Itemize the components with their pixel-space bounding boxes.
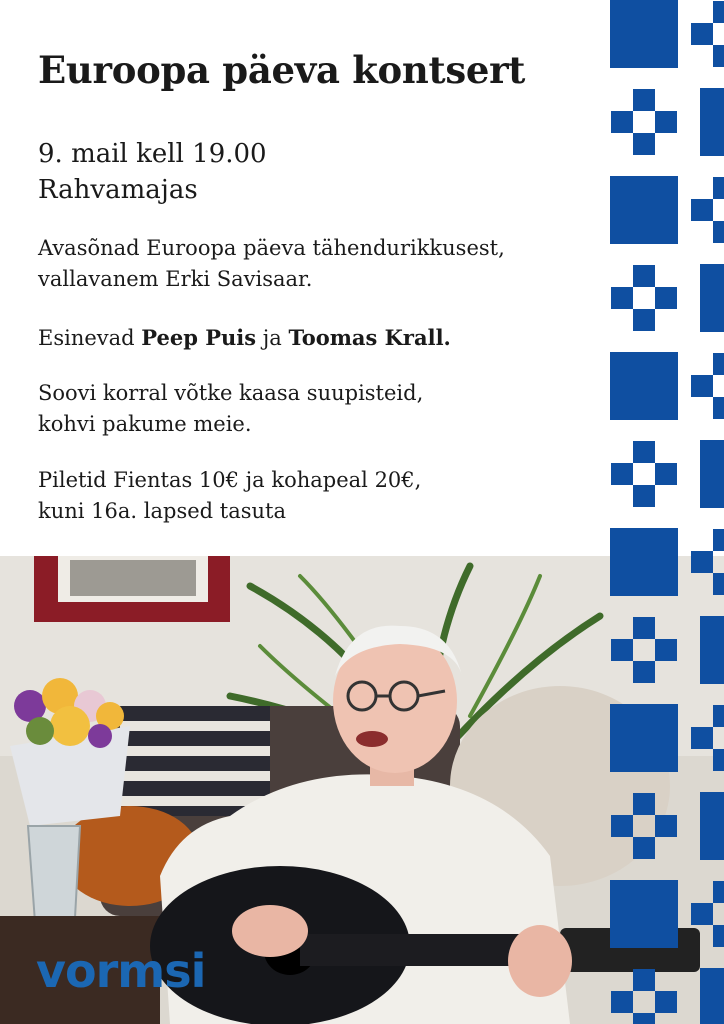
pattern-square bbox=[610, 352, 678, 420]
pattern-edge-cross-bottom bbox=[713, 45, 724, 67]
performers bbox=[38, 322, 451, 354]
event-venue: Rahvamajas bbox=[38, 175, 198, 205]
snacks-line-2: kohvi pakume meie. bbox=[38, 412, 252, 436]
pattern-cross-bottom bbox=[633, 485, 655, 507]
pattern-cross-right bbox=[655, 287, 677, 309]
pattern-cross-right bbox=[655, 463, 677, 485]
snacks-note bbox=[38, 378, 423, 440]
pattern-edge-cross-bottom bbox=[713, 397, 724, 419]
pattern-edge-bar bbox=[700, 264, 724, 332]
pattern-edge-cross-left bbox=[691, 199, 713, 221]
pattern-edge-cross-top bbox=[713, 353, 724, 375]
pattern-cross-right bbox=[655, 111, 677, 133]
pattern-edge-cross-bottom bbox=[713, 221, 724, 243]
pattern-edge-bar bbox=[700, 440, 724, 508]
pattern-cross-bottom bbox=[633, 133, 655, 155]
pattern-cross-bottom bbox=[633, 309, 655, 331]
opening-line-2: vallavanem Erki Savisaar. bbox=[38, 267, 313, 291]
pattern-cross-left bbox=[611, 463, 633, 485]
performers-prefix: Esinevad bbox=[38, 326, 142, 350]
performer-2: Toomas Krall. bbox=[288, 325, 451, 350]
performer-1: Peep Puis bbox=[141, 325, 257, 350]
pattern-square bbox=[610, 176, 678, 244]
pattern-cross-top bbox=[633, 441, 655, 463]
opening-line-1: Avasõnad Euroopa päeva tähendurikkusest, bbox=[38, 236, 505, 260]
pattern-edge-bar bbox=[700, 88, 724, 156]
pattern-cross-top bbox=[633, 89, 655, 111]
event-when-where bbox=[38, 136, 267, 208]
snacks-line-1: Soovi korral võtke kaasa suupisteid, bbox=[38, 381, 424, 405]
pattern-edge-cross-top bbox=[713, 529, 724, 551]
pattern-edge-cross-top bbox=[713, 177, 724, 199]
pattern-cross-left bbox=[611, 111, 633, 133]
pattern-edge-cross-top bbox=[713, 1, 724, 23]
pattern-edge-cross-left bbox=[691, 23, 713, 45]
ticket-info bbox=[38, 465, 421, 527]
striped-cushion bbox=[120, 706, 270, 816]
pattern-cross-top bbox=[633, 265, 655, 287]
pattern-square bbox=[610, 0, 678, 68]
vormsi-logo: vormsi bbox=[36, 944, 206, 998]
performers-joiner: ja bbox=[256, 326, 289, 350]
pattern-edge-cross-left bbox=[691, 375, 713, 397]
tickets-line-2: kuni 16a. lapsed tasuta bbox=[38, 499, 286, 523]
event-date-time: 9. mail kell 19.00 bbox=[38, 139, 267, 169]
tickets-line-1: Piletid Fientas 10€ ja kohapeal 20€, bbox=[38, 468, 422, 492]
opening-remarks bbox=[38, 233, 505, 295]
poster-title: Euroopa päeva kontsert bbox=[38, 48, 526, 92]
pattern-cross-left bbox=[611, 287, 633, 309]
